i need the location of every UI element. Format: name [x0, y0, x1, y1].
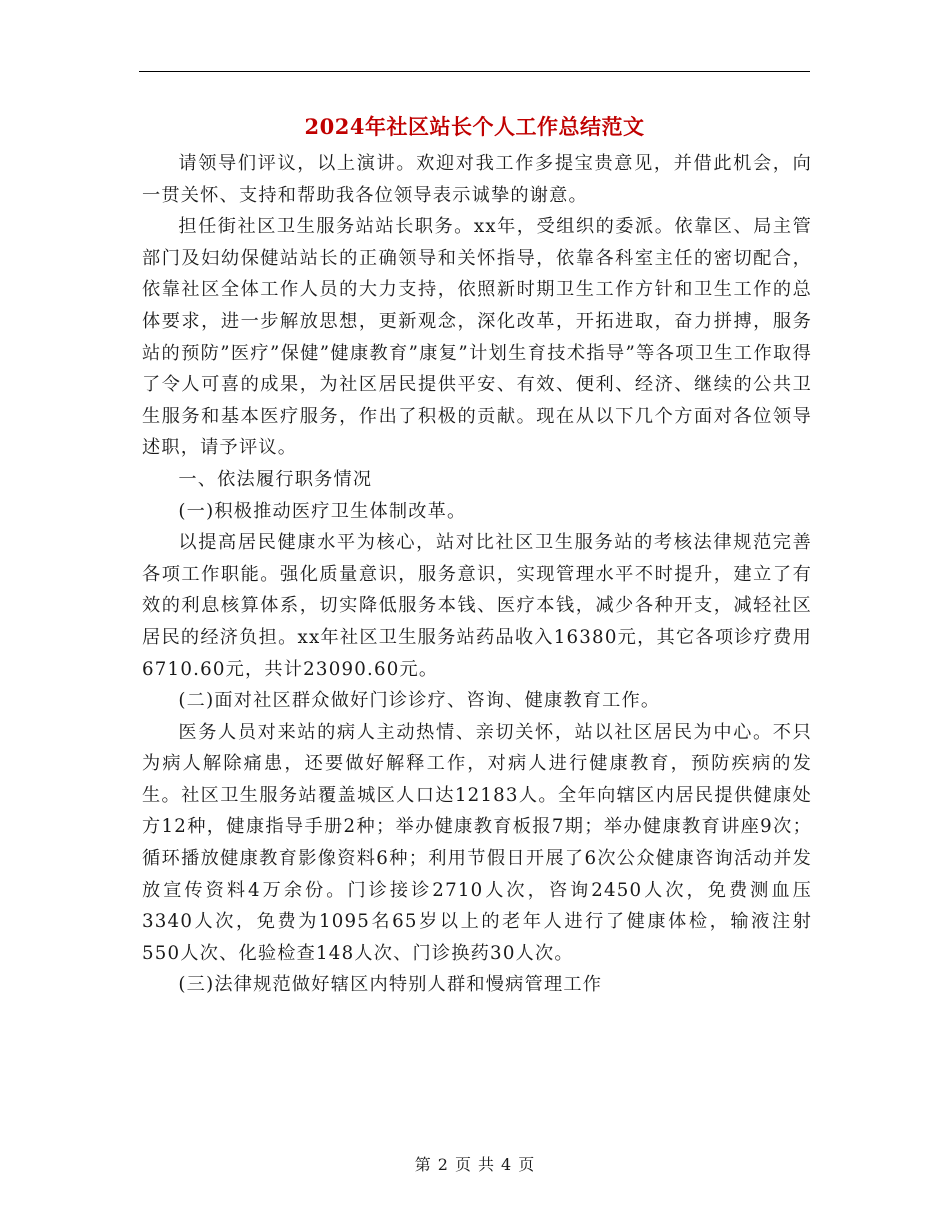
- footer-middle: 页 共: [454, 1155, 496, 1174]
- paragraph: 请领导们评议，以上演讲。欢迎对我工作多提宝贵意见，并借此机会，向一贯关怀、支持和帮助我各位领导表示诚挚的谢意。: [142, 153, 812, 206]
- subsection-heading: (二)面对社区群众做好门诊诊疗、咨询、健康教育工作。: [178, 690, 661, 712]
- document-title: 2024年社区站长个人工作总结范文: [304, 114, 645, 139]
- paragraph: 以提高居民健康水平为核心，站对比社区卫生服务站的考核法律规范完善各项工作职能。强化质量意识，服务意识，实现管理水平不时提升，建立了有效的利息核算体系，切实降低服务本钱、医疗本钱，减少各种开支，减轻社区居民的经济负担。xx年社区卫生服务站药品收入16380元，其它各项诊疗费用6710.60元，共计23090.60元。: [142, 532, 812, 680]
- header-rule: [139, 71, 810, 72]
- document-body: [142, 148, 812, 1001]
- paragraph: 担任街社区卫生服务站站长职务。xx年，受组织的委派。依靠区、局主管部门及妇幼保健站站长的正确领导和关怀指导，依靠各科室主任的密切配合，依靠社区全体工作人员的大力支持，依照新时期卫生工作方针和卫生工作的总体要求，进一步解放思想，更新观念，深化改革，开拓进取，奋力拼搏，服务站的预防”医疗”保健”健康教育”康复”计划生育技术指导”等各项卫生工作取得了令人可喜的成果，为社区居民提供平安、有效、便利、经济、继续的公共卫生服务和基本医疗服务，作出了积极的贡献。现在从以下几个方面对各位领导述职，请予评议。: [142, 216, 812, 459]
- subsection-heading: (一)积极推动医疗卫生体制改革。: [178, 500, 467, 522]
- subsection-heading: (三)法律规范做好辖区内特别人群和慢病管理工作: [178, 974, 603, 996]
- footer-total-pages: 4: [501, 1155, 513, 1174]
- section-heading: 一、依法履行职务情况: [178, 468, 373, 490]
- footer-current-page: 2: [437, 1155, 449, 1174]
- page-footer: [0, 1153, 950, 1177]
- footer-suffix: 页: [518, 1155, 536, 1174]
- footer-prefix: 第: [414, 1155, 432, 1174]
- paragraph: 医务人员对来站的病人主动热情、亲切关怀，站以社区居民为中心。不只为病人解除痛患，还要做好解释工作，对病人进行健康教育，预防疾病的发生。社区卫生服务站覆盖城区人口达12183人。全年向辖区内居民提供健康处方12种，健康指导手册2种；举办健康教育板报7期；举办健康教育讲座9次；循环播放健康教育影像资料6种；利用节假日开展了6次公众健康咨询活动并发放宣传资料4万余份。门诊接诊2710人次，咨询2450人次，免费测血压3340人次，免费为1095名65岁以上的老年人进行了健康体检，输液注射550人次、化验检查148人次、门诊换药30人次。: [142, 721, 812, 964]
